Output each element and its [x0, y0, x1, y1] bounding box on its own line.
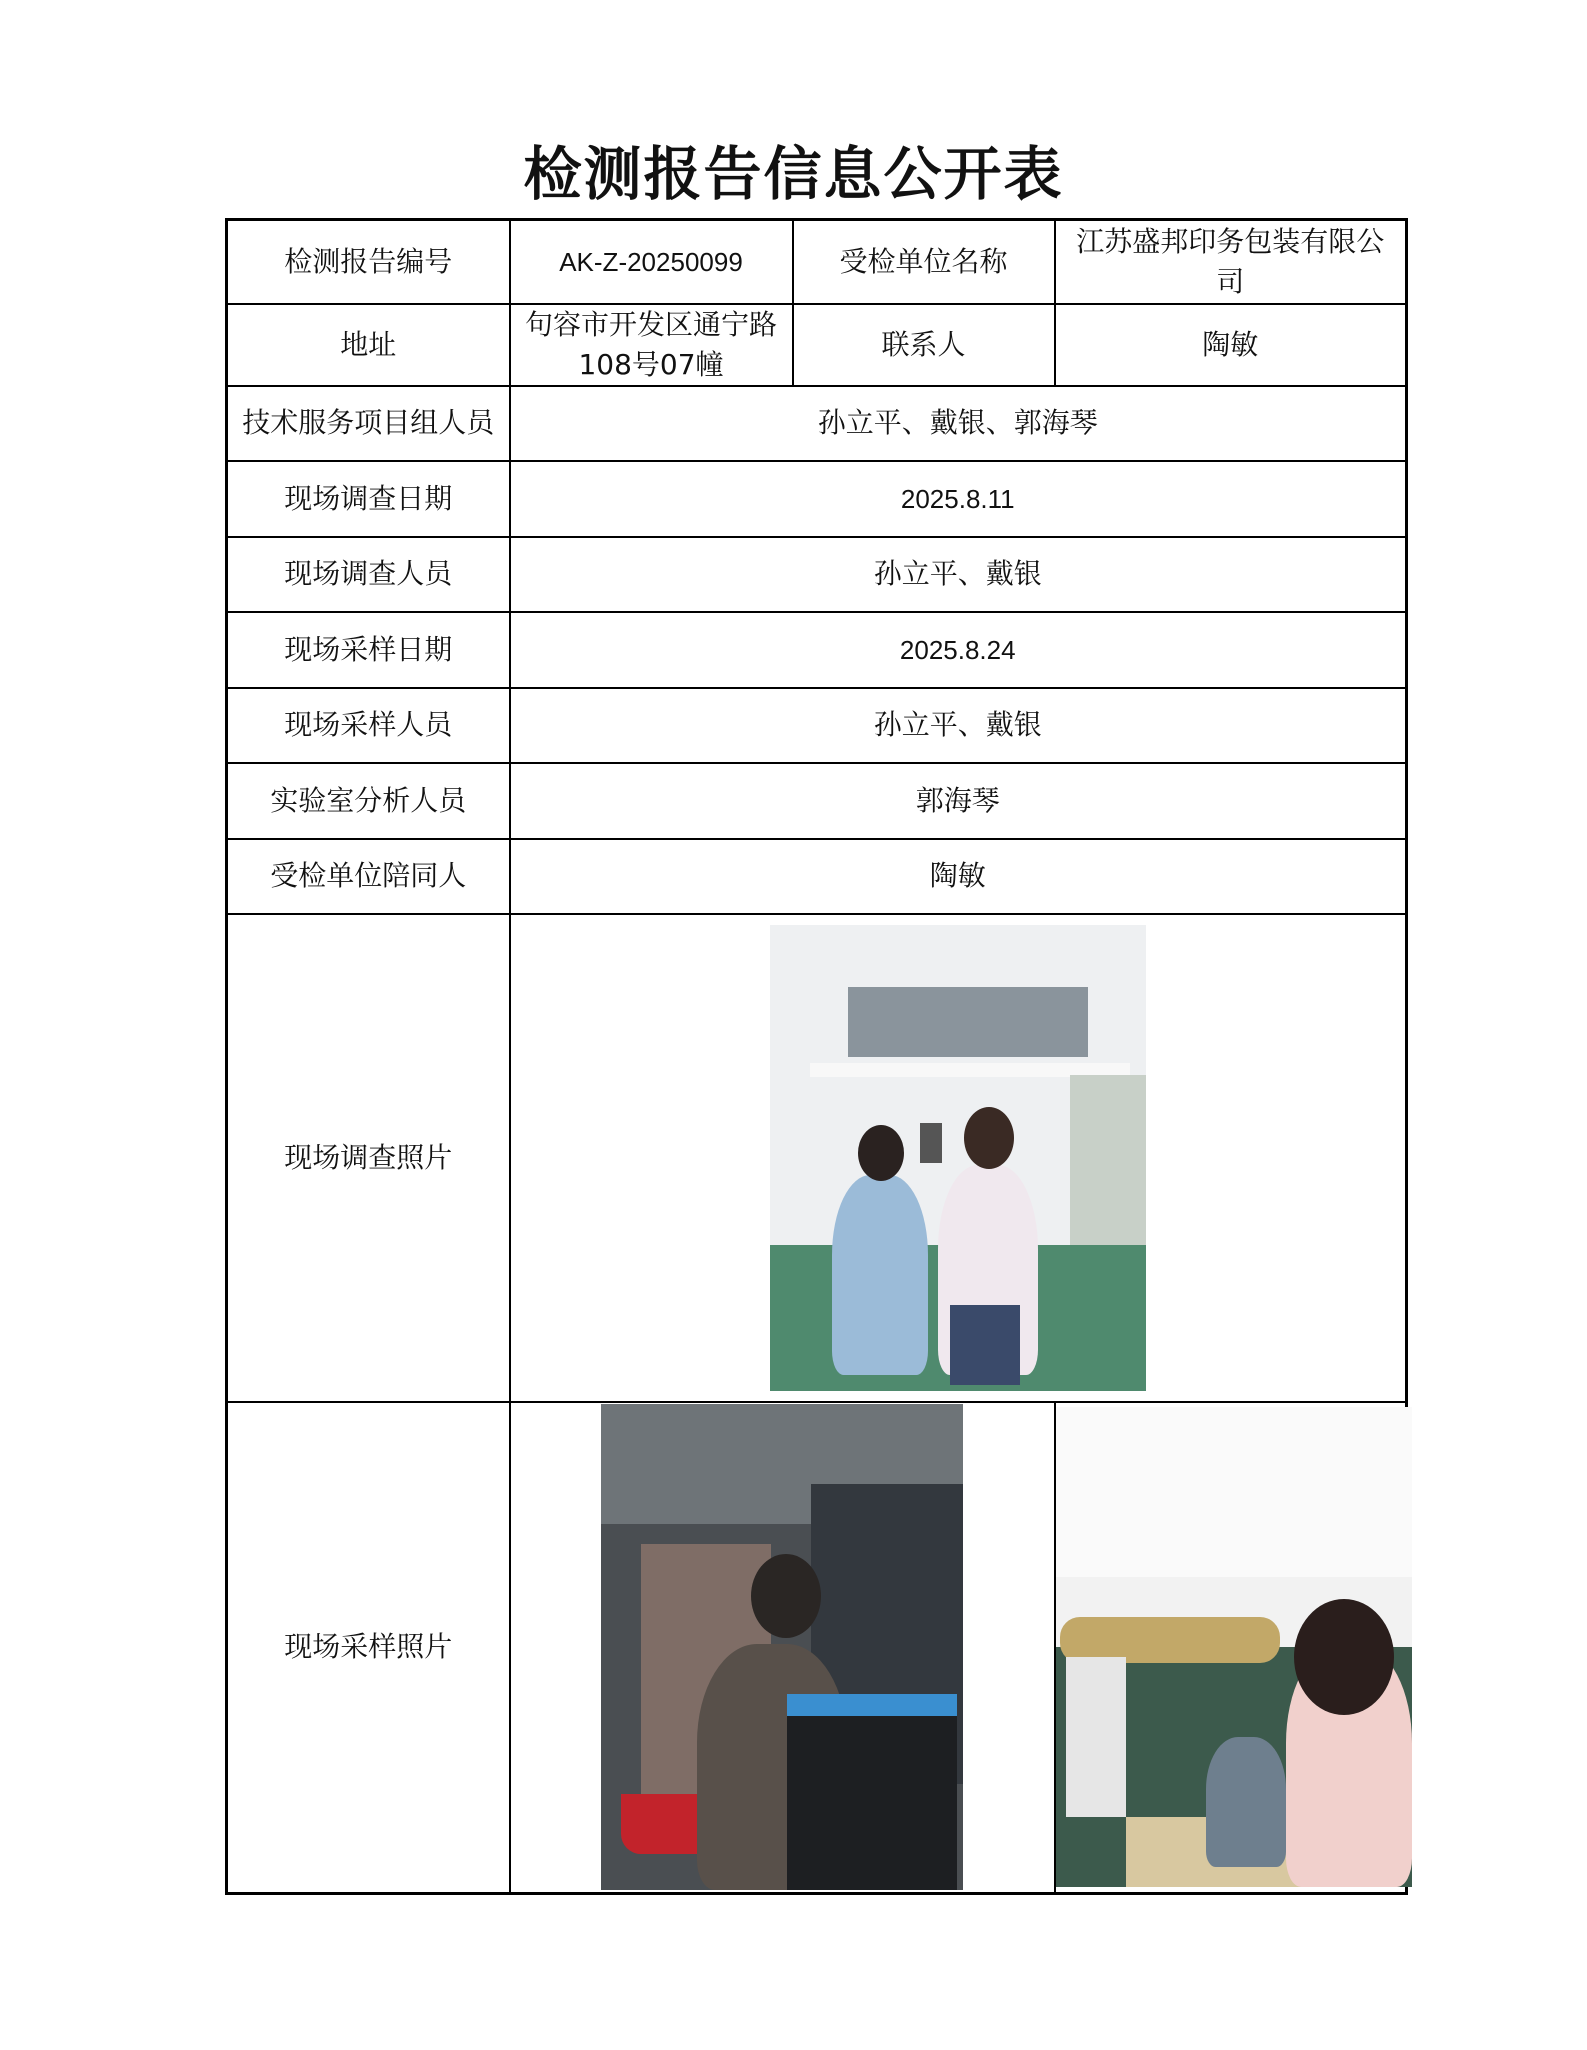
report-no-value: AK-Z-20250099 [510, 220, 793, 304]
team-value: 孙立平、戴银、郭海琴 [510, 386, 1407, 461]
sampling-photo-cell-left [510, 1402, 1055, 1894]
page-title: 检测报告信息公开表 [523, 140, 1064, 208]
sampling-photo-1 [601, 1404, 963, 1890]
table-row [227, 304, 1407, 386]
table-row [227, 612, 1407, 688]
survey-staff-label: 现场调查人员 [227, 537, 510, 612]
escort-label: 受检单位陪同人 [227, 839, 510, 914]
team-label: 技术服务项目组人员 [227, 386, 510, 461]
table-row [227, 688, 1407, 763]
survey-photo [770, 925, 1146, 1391]
table-row [227, 461, 1407, 537]
address-value: 句容市开发区通宁路108号07幢 [510, 304, 793, 386]
table-row [227, 763, 1407, 839]
lab-label: 实验室分析人员 [227, 763, 510, 839]
table-row [227, 386, 1407, 461]
lab-value: 郭海琴 [510, 763, 1407, 839]
survey-photo-label: 现场调查照片 [227, 914, 510, 1402]
survey-staff-value: 孙立平、戴银 [510, 537, 1407, 612]
sampling-photo-label: 现场采样照片 [227, 1402, 510, 1894]
address-label: 地址 [227, 304, 510, 386]
table-row [227, 537, 1407, 612]
contact-label: 联系人 [793, 304, 1055, 386]
unit-value: 江苏盛邦印务包装有限公司 [1055, 220, 1407, 304]
unit-label: 受检单位名称 [793, 220, 1055, 304]
survey-photo-cell [510, 914, 1407, 1402]
sampling-photo-cell-right [1055, 1402, 1407, 1894]
sampling-date-label: 现场采样日期 [227, 612, 510, 688]
escort-value: 陶敏 [510, 839, 1407, 914]
sampling-photo-2 [1056, 1407, 1412, 1887]
survey-date-label: 现场调查日期 [227, 461, 510, 537]
sampling-staff-label: 现场采样人员 [227, 688, 510, 763]
contact-value: 陶敏 [1055, 304, 1407, 386]
table-row [227, 220, 1407, 304]
sampling-date-value: 2025.8.24 [510, 612, 1407, 688]
table-row [227, 914, 1407, 1402]
report-table [225, 218, 1408, 1895]
report-no-label: 检测报告编号 [227, 220, 510, 304]
table-row [227, 839, 1407, 914]
sampling-staff-value: 孙立平、戴银 [510, 688, 1407, 763]
table-row [227, 1402, 1407, 1894]
survey-date-value: 2025.8.11 [510, 461, 1407, 537]
